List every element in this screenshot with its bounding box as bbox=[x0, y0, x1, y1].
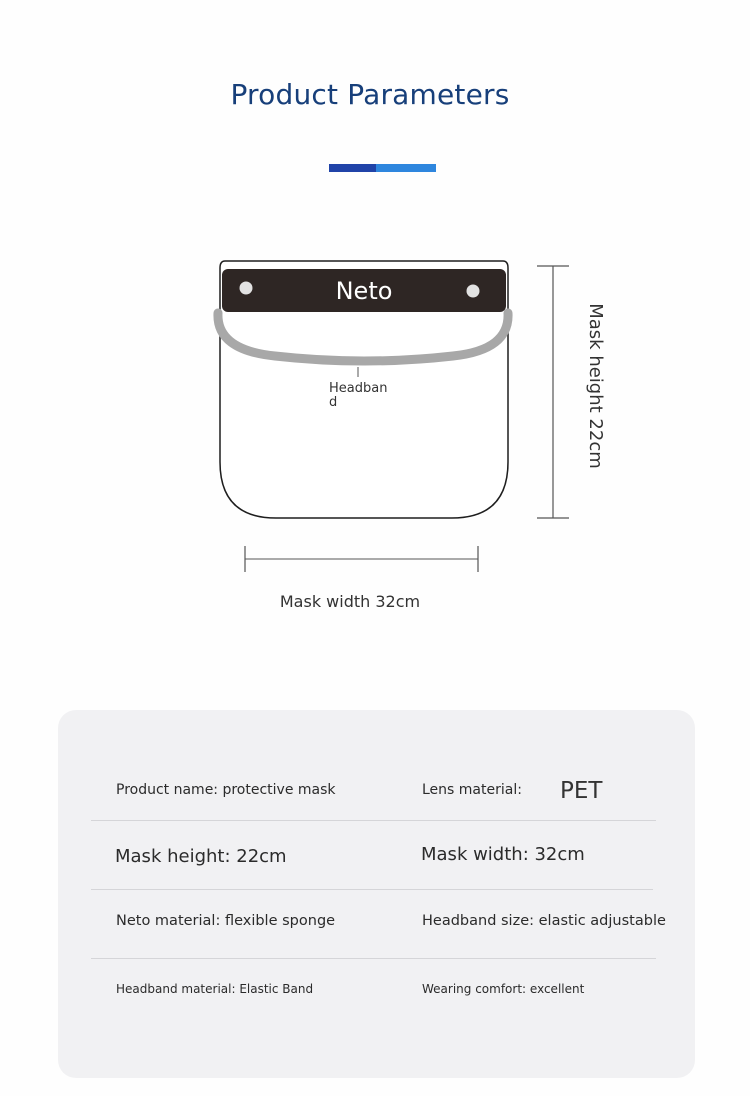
param-mask-height: Mask height: 22cm bbox=[115, 846, 287, 867]
neto-band-label: Neto bbox=[335, 277, 393, 305]
param-headband-material: Headband material: Elastic Band bbox=[116, 982, 314, 996]
page-title: Product Parameters bbox=[230, 78, 510, 111]
mask-width-dimension-label: Mask width 32cm bbox=[279, 592, 421, 611]
headband-label: Headband bbox=[329, 381, 388, 410]
parameters-panel bbox=[58, 710, 695, 1078]
param-headband-size: Headband size: elastic adjustable bbox=[422, 913, 666, 929]
param-lens-material-value: PET bbox=[560, 778, 603, 804]
row-divider bbox=[91, 889, 653, 890]
mask-height-dimension-label: Mask height 22cm bbox=[585, 303, 606, 469]
row-divider bbox=[91, 820, 656, 821]
row-divider bbox=[91, 958, 656, 959]
param-mask-width: Mask width: 32cm bbox=[421, 844, 585, 865]
param-lens-material-label: Lens material: bbox=[422, 782, 522, 798]
param-product-name: Product name: protective mask bbox=[116, 782, 336, 798]
param-wearing-comfort: Wearing comfort: excellent bbox=[422, 982, 585, 996]
param-neto-material: Neto material: flexible sponge bbox=[116, 913, 336, 929]
